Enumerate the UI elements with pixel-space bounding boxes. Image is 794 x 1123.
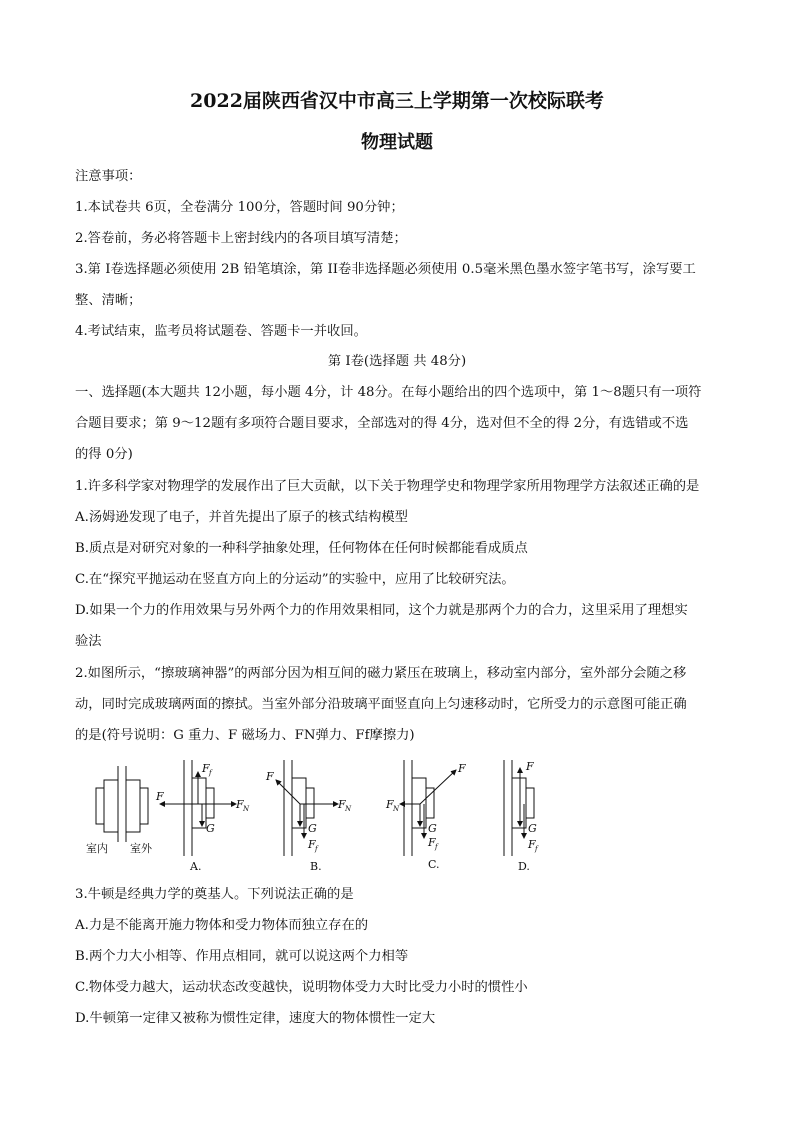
label-subscript: N <box>393 805 400 813</box>
section-title: 第 I卷(选择题 共 48分) <box>327 354 467 369</box>
label-subscript: f <box>435 843 438 851</box>
question-3-option-d: D.牛顿第一定律又被称为惯性定律，速度大的物体惯性一定大 <box>75 1011 436 1026</box>
label-indoor: 室内 <box>86 842 108 855</box>
label-F: F <box>526 760 534 773</box>
section-instructions: 的得 0分) <box>75 447 133 462</box>
label-outdoor: 室外 <box>130 842 152 855</box>
exam-title: 2022届陕西省汉中市高三上学期第一次校际联考 <box>190 90 604 112</box>
notice-item: 1.本试卷共 6页，全卷满分 100分，答题时间 90分钟； <box>75 200 404 215</box>
question-2-stem: 动，同时完成玻璃两面的擦拭。当室外部分沿玻璃平面竖直向上匀速移动时，它所受力的示意图可能正确 <box>75 697 687 712</box>
label-F: F <box>236 798 244 811</box>
label-F: F <box>202 762 210 775</box>
label-G: G <box>528 822 537 835</box>
question-1-stem: 1.许多科学家对物理学的发展作出了巨大贡献，以下关于物理学史和物理学家所用物理学方法叙述正确的是 <box>75 479 700 494</box>
notice-item: 2.答卷前，务必将答题卡上密封线内的各项目填写清楚； <box>75 231 407 246</box>
label-F: F <box>266 770 274 783</box>
label-F: F <box>458 762 466 775</box>
question-3-stem: 3.牛顿是经典力学的奠基人。下列说法正确的是 <box>75 887 354 902</box>
notice-item: 3.第 I卷选择题必须使用 2B 铅笔填涂，第 II卷非选择题必须使用 0.5毫米黑色墨水签字笔书写，涂写要工 <box>75 262 696 277</box>
question-1-option-a: A.汤姆逊发现了电子，并首先提出了原子的核式结构模型 <box>75 510 408 525</box>
label-subscript: f <box>535 845 538 853</box>
question-3-option-a: A.力是不能离开施力物体和受力物体而独立存在的 <box>75 918 369 933</box>
question-2-stem: 2.如图所示，“擦玻璃神器”的两部分因为相互间的磁力紧压在玻璃上，移动室内部分，室外部分会随之移 <box>75 666 687 681</box>
question-1-option-c: C.在“探究平抛运动在竖直方向上的分运动”的实验中，应用了比较研究法。 <box>75 572 515 587</box>
notice-item: 整、清晰； <box>75 293 142 308</box>
label-subscript: f <box>315 845 318 853</box>
section-instructions: 合题目要求；第 9～12题有多项符合题目要求，全部选对的得 4分，选对但不全的得 2分，有选错或不选 <box>75 416 689 431</box>
exam-subtitle: 物理试题 <box>361 132 433 153</box>
notice-heading: 注意事项： <box>75 169 142 184</box>
label-subscript: f <box>209 769 212 777</box>
label-G: G <box>206 822 215 835</box>
option-label-d: D. <box>518 860 530 873</box>
section-instructions: 一、选择题(本大题共 12小题，每小题 4分，计 48分。在每小题给出的四个选项中，第 1～8题只有一项符 <box>75 385 702 400</box>
option-label-a: A. <box>190 860 202 873</box>
option-label-c: C. <box>428 858 440 871</box>
label-subscript: N <box>243 805 250 813</box>
question-3-option-c: C.物体受力越大，运动状态改变越快，说明物体受力大时比受力小时的惯性小 <box>75 980 528 995</box>
question-1-option-d: D.如果一个力的作用效果与另外两个力的作用效果相同，这个力就是那两个力的合力，这里采用了理想实 <box>75 603 688 618</box>
question-1-option-d-cont: 验法 <box>75 634 102 649</box>
label-G: G <box>428 822 437 835</box>
label-F: F <box>428 836 436 849</box>
force-diagram-figure <box>86 756 556 876</box>
question-2-stem: 的是(符号说明：G 重力、F 磁场力、FN弹力、Ff摩擦力) <box>75 728 415 743</box>
label-G: G <box>308 822 317 835</box>
option-label-b: B. <box>310 860 322 873</box>
label-F: F <box>386 798 394 811</box>
label-F: F <box>156 790 164 803</box>
label-subscript: N <box>345 805 352 813</box>
label-F: F <box>308 838 316 851</box>
question-1-option-b: B.质点是对研究对象的一种科学抽象处理，任何物体在任何时候都能看成质点 <box>75 541 528 556</box>
notice-item: 4.考试结束，监考员将试题卷、答题卡一并收回。 <box>75 324 367 339</box>
label-F: F <box>528 838 536 851</box>
question-3-option-b: B.两个力大小相等、作用点相同，就可以说这两个力相等 <box>75 949 409 964</box>
label-F: F <box>338 798 346 811</box>
